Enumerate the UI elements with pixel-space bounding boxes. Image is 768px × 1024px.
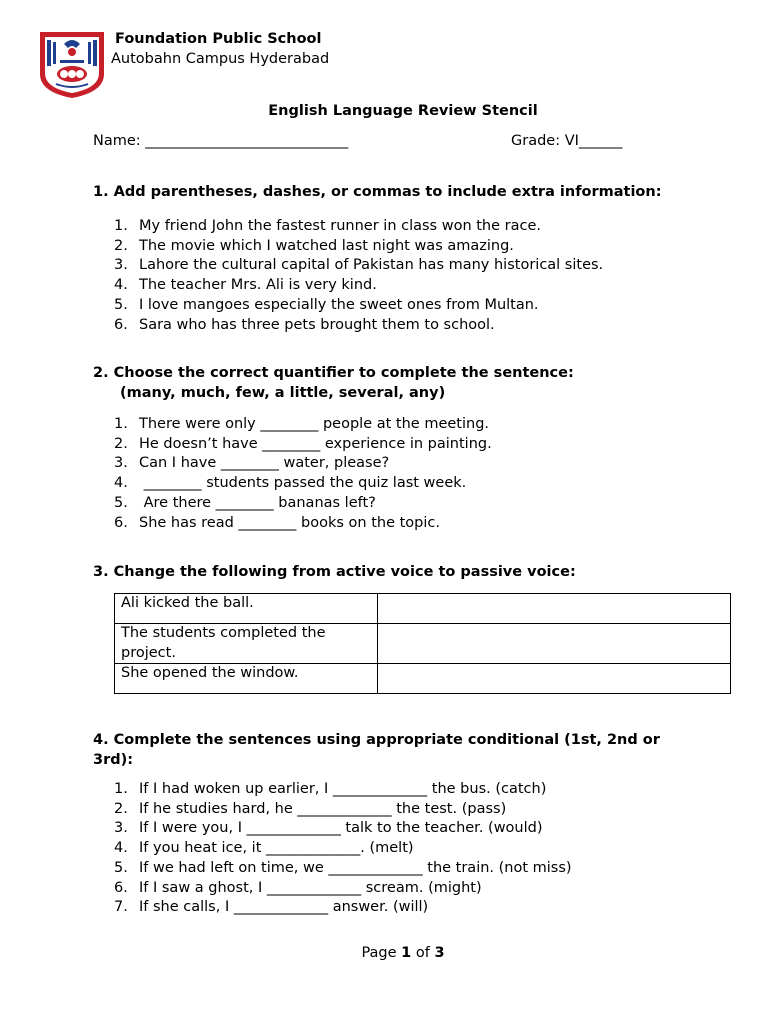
section4-title-line2: 3rd): <box>93 752 134 768</box>
list-item: 4. ________ students passed the quiz last week. <box>114 475 467 492</box>
list-item: 6. Sara who has three pets brought them to school. <box>114 316 495 333</box>
list-item: 3. Lahore the cultural capital of Pakistan has many historical sites. <box>114 257 604 274</box>
list-item: 2. He doesn’t have ________ experience in painting. <box>114 435 492 452</box>
list-item: 4. The teacher Mrs. Ali is very kind. <box>114 277 377 294</box>
section2-list <box>114 415 492 533</box>
list-item: 1. There were only ________ people at the meeting. <box>114 416 490 432</box>
school-name: Foundation Public School <box>115 31 322 47</box>
list-item: 6. If I saw a ghost, I _____________ scream. (might) <box>114 879 482 896</box>
active-sentence: The students completed the project. <box>115 624 378 664</box>
section1-list <box>114 217 603 335</box>
school-logo-icon <box>38 30 106 100</box>
list-item: 2. If he studies hard, he _____________ the test. (pass) <box>114 800 507 817</box>
list-item: 3. If I were you, I _____________ talk to the teacher. (would) <box>114 820 543 837</box>
table-row <box>115 664 731 694</box>
passive-answer-cell[interactable] <box>378 594 731 624</box>
grade-field: Grade: VI______ <box>511 133 623 149</box>
section2-title: 2. Choose the correct quantifier to complete the sentence: <box>93 365 574 381</box>
list-item: 1. My friend John the fastest runner in class won the race. <box>114 218 541 234</box>
section3-title: 3. Change the following from active voice to passive voice: <box>93 564 576 580</box>
passive-answer-cell[interactable] <box>378 624 731 664</box>
list-item: 2. The movie which I watched last night was amazing. <box>114 237 514 254</box>
table-row <box>115 594 731 624</box>
active-sentence: She opened the window. <box>115 664 378 694</box>
list-item: 5. I love mangoes especially the sweet ones from Multan. <box>114 296 539 313</box>
passive-answer-cell[interactable] <box>378 664 731 694</box>
active-sentence: Ali kicked the ball. <box>115 594 378 624</box>
school-campus: Autobahn Campus Hyderabad <box>111 51 330 67</box>
list-item: 6. She has read ________ books on the topic. <box>114 514 440 531</box>
section4-title-line1: 4. Complete the sentences using appropriate conditional (1st, 2nd or <box>93 732 660 748</box>
list-item: 5. If we had left on time, we _____________ the train. (not miss) <box>114 859 572 876</box>
document-title: English Language Review Stencil <box>268 103 538 119</box>
section2-subtitle: (many, much, few, a little, several, any) <box>120 385 446 401</box>
page-number: Page 1 of 3 <box>361 945 445 961</box>
list-item: 5. Are there ________ bananas left? <box>114 494 376 511</box>
list-item: 7. If she calls, I _____________ answer. (will) <box>114 899 429 916</box>
list-item: 1. If I had woken up earlier, I _____________ the bus. (catch) <box>114 781 547 797</box>
list-item: 3. Can I have ________ water, please? <box>114 455 390 472</box>
name-field: Name: ____________________________ <box>93 133 349 149</box>
section1-title: 1. Add parentheses, dashes, or commas to include extra information: <box>93 184 662 200</box>
list-item: 4. If you heat ice, it _____________. (melt) <box>114 840 414 857</box>
table-row <box>115 624 731 664</box>
voice-table <box>114 593 731 694</box>
section4-list <box>114 780 572 918</box>
